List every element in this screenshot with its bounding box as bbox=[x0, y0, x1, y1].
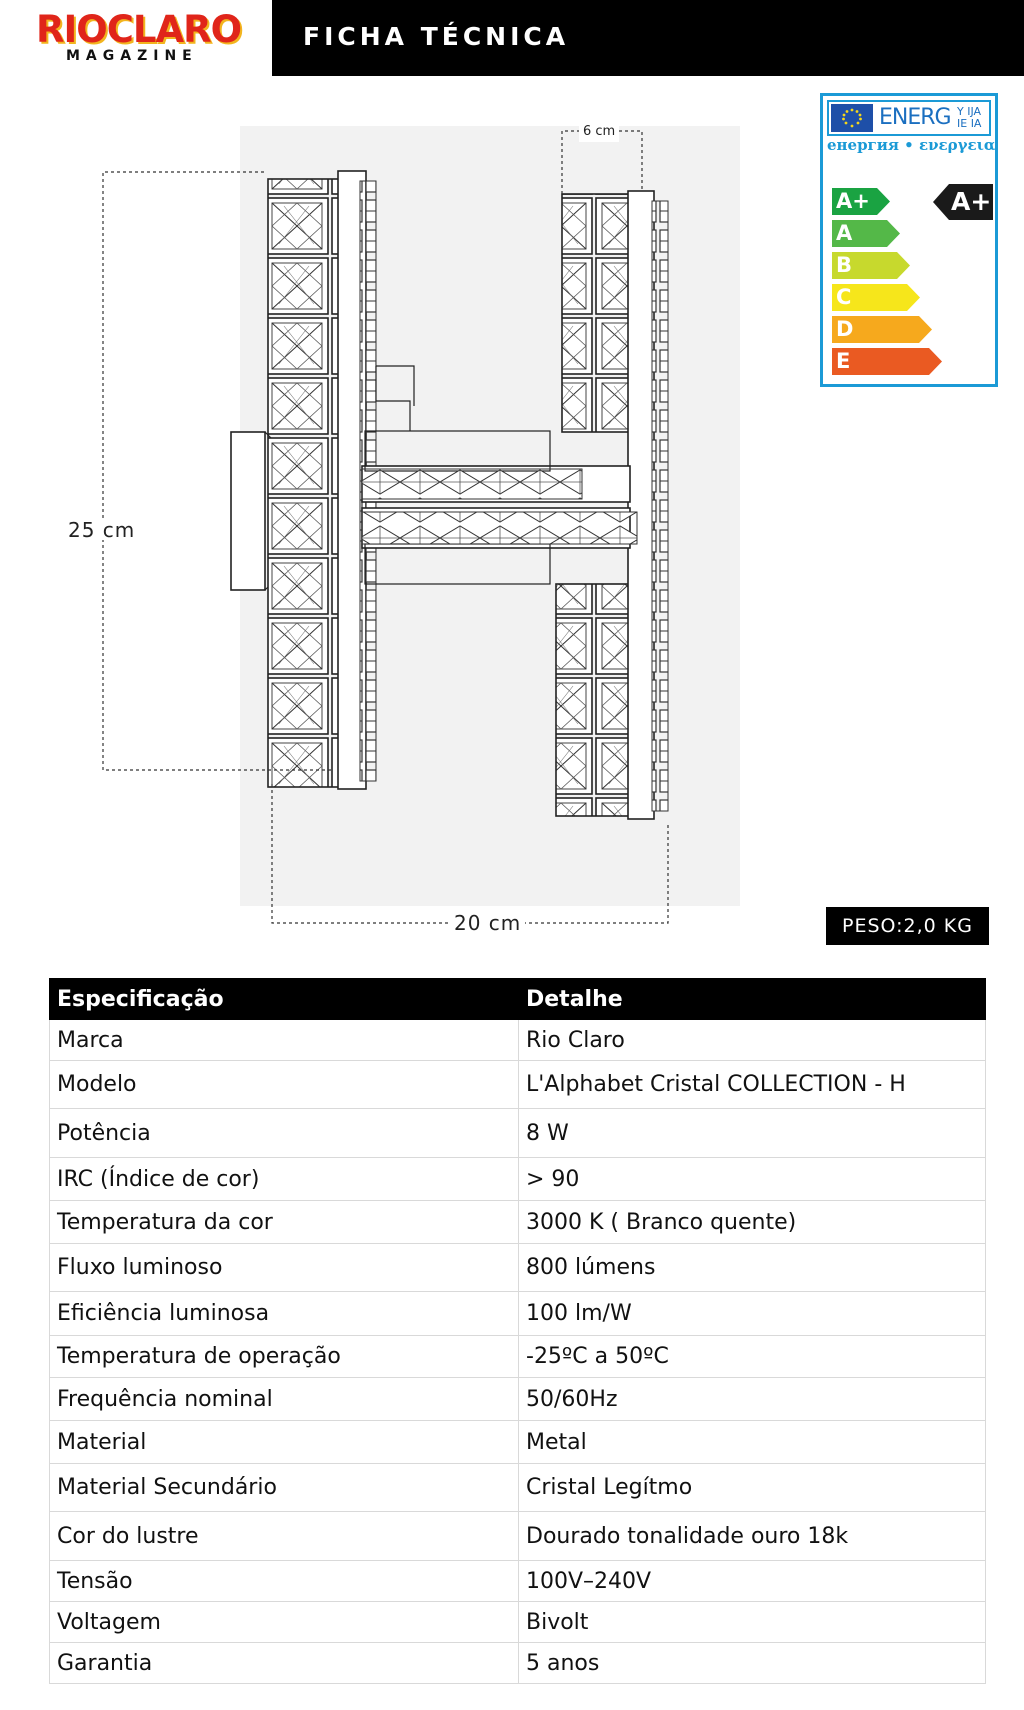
spec-table bbox=[49, 978, 986, 1684]
energ-word: ENERG bbox=[879, 105, 951, 130]
spec-value-cell: 5 anos bbox=[519, 1643, 986, 1684]
table-row bbox=[50, 1061, 986, 1109]
spec-name-cell: Marca bbox=[50, 1020, 519, 1061]
logo-wordmark: RIOCLARO bbox=[36, 8, 242, 51]
table-row bbox=[50, 1292, 986, 1336]
spec-value-cell: Bivolt bbox=[519, 1602, 986, 1643]
spec-name-cell: Tensão bbox=[50, 1561, 519, 1602]
table-row bbox=[50, 1244, 986, 1292]
energy-rating-label: A+ bbox=[951, 187, 992, 216]
spec-name-cell: Temperatura da cor bbox=[50, 1201, 519, 1244]
energy-class-bar bbox=[832, 252, 910, 279]
spec-name-cell: Cor do lustre bbox=[50, 1512, 519, 1561]
energy-label-header bbox=[827, 100, 991, 136]
energy-class-label: B bbox=[836, 253, 853, 277]
table-row bbox=[50, 1643, 986, 1684]
energ-suffix-1: Y IJA bbox=[957, 105, 982, 118]
spec-value-cell: -25ºC a 50ºC bbox=[519, 1336, 986, 1378]
dimension-width: 20 cm bbox=[450, 913, 525, 933]
table-row bbox=[50, 1201, 986, 1244]
spec-value-cell: 3000 K ( Branco quente) bbox=[519, 1201, 986, 1244]
spec-name-cell: Potência bbox=[50, 1109, 519, 1158]
spec-name-cell: Material bbox=[50, 1421, 519, 1464]
column-header-detail: Detalhe bbox=[519, 979, 986, 1020]
spec-value-cell: 50/60Hz bbox=[519, 1378, 986, 1421]
spec-value-cell: Cristal Legítmo bbox=[519, 1464, 986, 1512]
logo-subtitle: MAGAZINE bbox=[66, 48, 198, 64]
energy-class-bar bbox=[832, 188, 890, 215]
energia-text: енергия • ενεργεια bbox=[827, 136, 996, 154]
table-row bbox=[50, 1602, 986, 1643]
table-row bbox=[50, 1158, 986, 1201]
energy-class-bar bbox=[832, 284, 920, 311]
weight-badge: PESO:2,0 KG bbox=[826, 907, 989, 945]
energy-class-bar bbox=[832, 348, 942, 375]
table-row bbox=[50, 1421, 986, 1464]
spec-value-cell: L'Alphabet Cristal COLLECTION - H bbox=[519, 1061, 986, 1109]
energy-class-label: A bbox=[836, 221, 853, 245]
spec-name-cell: Eficiência luminosa bbox=[50, 1292, 519, 1336]
energy-class-label: D bbox=[836, 317, 854, 341]
table-row bbox=[50, 1020, 986, 1061]
energy-class-bar bbox=[832, 220, 900, 247]
spec-value-cell: Rio Claro bbox=[519, 1020, 986, 1061]
table-row bbox=[50, 1378, 986, 1421]
table-row bbox=[50, 1109, 986, 1158]
spec-value-cell: Dourado tonalidade ouro 18k bbox=[519, 1512, 986, 1561]
table-row bbox=[50, 1464, 986, 1512]
logo bbox=[0, 0, 272, 76]
spec-value-cell: > 90 bbox=[519, 1158, 986, 1201]
dimension-height: 25 cm bbox=[64, 520, 139, 540]
energy-class-label: C bbox=[836, 285, 852, 309]
spec-name-cell: Voltagem bbox=[50, 1602, 519, 1643]
spec-name-cell: Temperatura de operação bbox=[50, 1336, 519, 1378]
spec-name-cell: Material Secundário bbox=[50, 1464, 519, 1512]
spec-value-cell: 100 lm/W bbox=[519, 1292, 986, 1336]
spec-value-cell: Metal bbox=[519, 1421, 986, 1464]
spec-value-cell: 100V–240V bbox=[519, 1561, 986, 1602]
header-bar bbox=[272, 0, 1024, 76]
spec-name-cell: Fluxo luminoso bbox=[50, 1244, 519, 1292]
table-header-row bbox=[50, 979, 986, 1020]
energy-class-label: A+ bbox=[836, 189, 870, 213]
table-row bbox=[50, 1336, 986, 1378]
energ-suffix-2: IE IA bbox=[957, 117, 982, 130]
energy-label bbox=[820, 93, 998, 387]
table-row bbox=[50, 1512, 986, 1561]
spec-name-cell: Modelo bbox=[50, 1061, 519, 1109]
energy-rating-badge bbox=[933, 184, 993, 220]
spec-name-cell: IRC (Índice de cor) bbox=[50, 1158, 519, 1201]
dimension-top-width: 6 cm bbox=[579, 122, 619, 142]
page-title: FICHA TÉCNICA bbox=[303, 22, 570, 51]
energy-class-bar bbox=[832, 316, 932, 343]
spec-value-cell: 800 lúmens bbox=[519, 1244, 986, 1292]
spec-name-cell: Garantia bbox=[50, 1643, 519, 1684]
table-row bbox=[50, 1561, 986, 1602]
spec-name-cell: Frequência nominal bbox=[50, 1378, 519, 1421]
column-header-spec: Especificação bbox=[50, 979, 519, 1020]
spec-value-cell: 8 W bbox=[519, 1109, 986, 1158]
eu-flag-icon bbox=[831, 104, 873, 132]
energy-class-label: E bbox=[836, 349, 851, 373]
